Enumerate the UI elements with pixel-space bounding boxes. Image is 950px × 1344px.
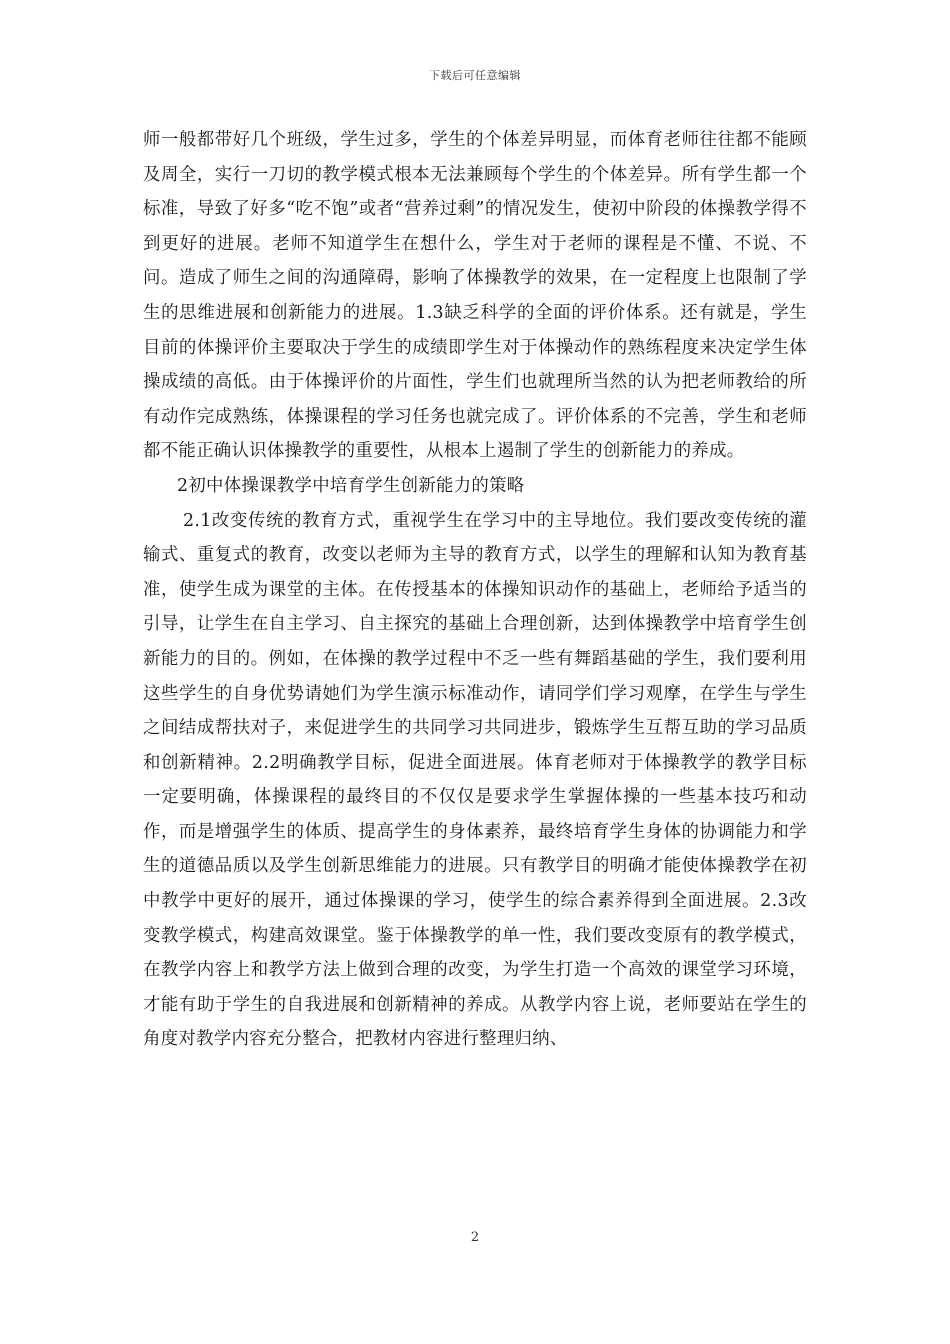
paragraph-continuation: 师一般都带好几个班级，学生过多，学生的个体差异明显，而体育老师往往都不能顾及周全，实行一刀切的教学模式根本无法兼顾每个学生的个体差异。所有学生都一个标准，导致了好多“吃不饱”或者“营养过剩”的情况发生，使初中阶段的体操教学得不到更好的进展。老师不知道学生在想什么，学生对于老师的课程是不懂、不说、不问。造成了师生之间的沟通障碍，影响了体操教学的效果，在一定程度上也限制了学生的思维进展和创新能力的进展。1.3缺乏科学的全面的评价体系。还有就是，学生目前的体操评价主要取决于学生的成绩即学生对于体操动作的熟练程度来决定学生体操成绩的高低。由于体操评价的片面性，学生们也就理所当然的认为把老师教给的所有动作完成熟练，体操课程的学习任务也就完成了。评价体系的不完善，学生和老师都不能正确认识体操教学的重要性，从根本上遏制了学生的创新能力的养成。 [143,130,807,462]
page-number: 2 [470,1230,480,1245]
paragraph-strategies: 2.1改变传统的教育方式，重视学生在学习中的主导地位。我们要改变传统的灌输式、重复式的教育，改变以老师为主导的教育方式，以学生的理解和认知为教育基准，使学生成为课堂的主体。在传授基本的体操知识动作的基础上，老师给予适当的引导，让学生在自主学习、自主探究的基础上合理创新，达到体操教学中培育学生创新能力的目的。例如，在体操的教学过程中不乏一些有舞蹈基础的学生，我们要利用这些学生的自身优势请她们为学生演示标准动作，请同学们学习观摩，在学生与学生之间结成帮扶对子，来促进学生的共同学习共同进步，锻炼学生互帮互助的学习品质和创新精神。2.2明确教学目标，促进全面进展。体育老师对于体操教学的教学目标一定要明确，体操课程的最终目的不仅仅是要求学生掌握体操的一些基本技巧和动作，而是增强学生的体质、提高学生的身体素养，最终培育学生身体的协调能力和学生的道德品质以及学生创新思维能力的进展。只有教学目的明确才能使体操教学在初中教学中更好的展开，通过体操课的学习，使学生的综合素养得到全面进展。2.3改变教学模式，构建高效课堂。鉴于体操教学的单一性，我们要改变原有的教学模式，在教学内容上和教学方法上做到合理的改变，为学生打造一个高效的课堂学习环境，才能有助于学生的自我进展和创新精神的养成。从教学内容上说，老师要站在学生的角度对教学内容充分整合，把教材内容进行整理归纳、 [143,510,807,1050]
page-header: 下载后可任意编辑 [429,69,521,82]
section-heading: 2初中体操课教学中培育学生创新能力的策略 [177,475,525,496]
document-body [143,123,807,1057]
